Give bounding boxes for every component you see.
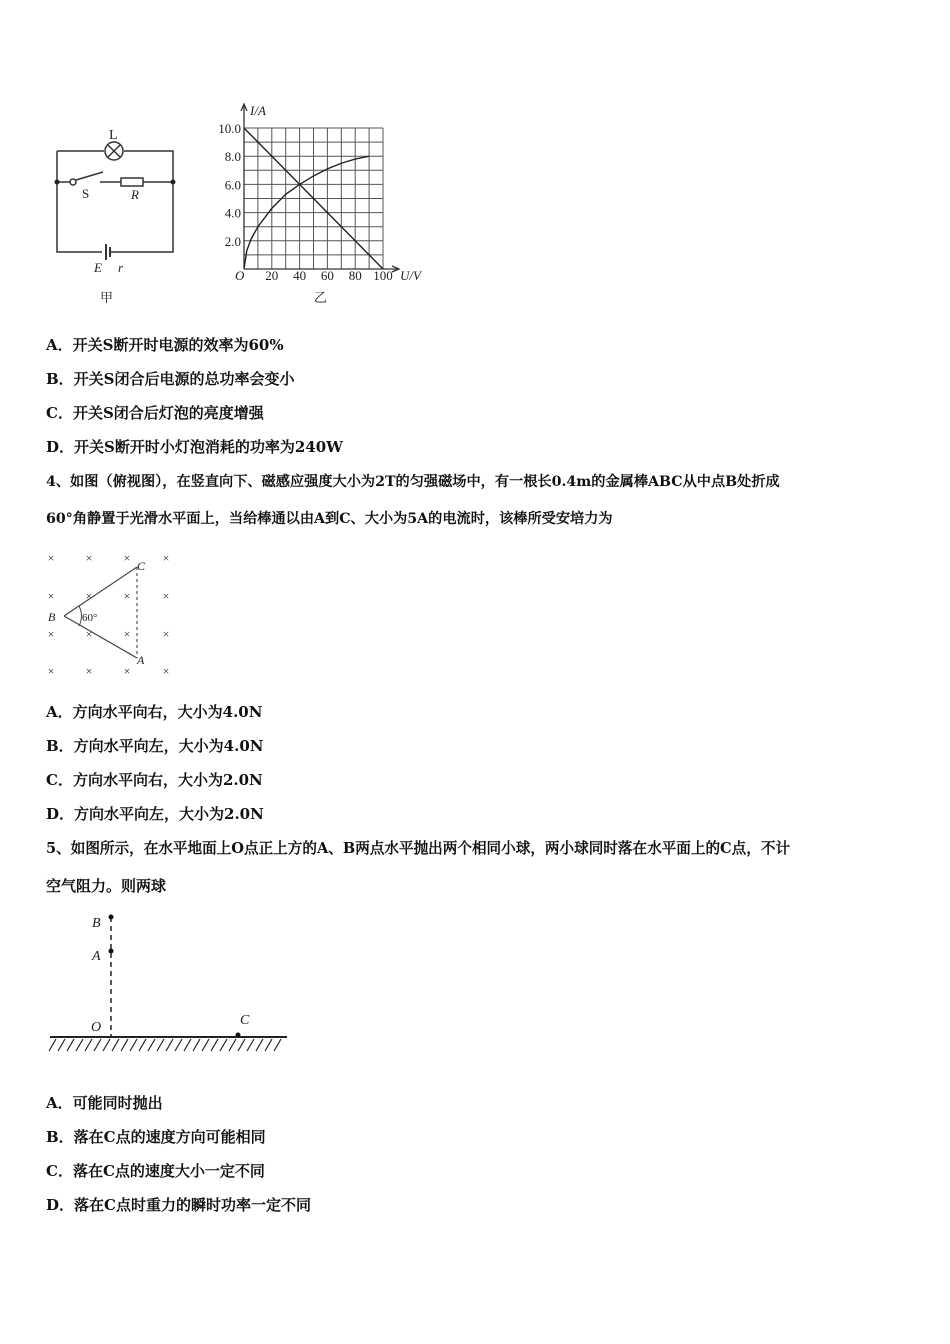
- y-axis-label: I/A: [250, 103, 266, 118]
- origin-label: O: [235, 268, 245, 283]
- magnetic-field-cross-icon: ×: [47, 589, 55, 603]
- q4-option-b[interactable]: B．方向水平向左，大小为4.0N: [46, 737, 264, 755]
- x-tick-label: 80: [348, 268, 362, 283]
- q3-option-b[interactable]: B．开关S闭合后电源的总功率会变小: [46, 370, 295, 388]
- ground-hatch: [202, 1039, 209, 1051]
- ground-hatch: [175, 1039, 182, 1051]
- resistor-label: R: [131, 187, 139, 202]
- ground-hatch: [157, 1039, 164, 1051]
- point-c-label: C: [137, 559, 146, 573]
- y-tick-label: 6.0: [224, 177, 241, 193]
- switch-label: S: [82, 186, 90, 201]
- magnetic-field-cross-icon: ×: [162, 551, 170, 565]
- ground-hatch: [148, 1039, 155, 1051]
- ground-hatch: [103, 1039, 110, 1051]
- y-tick-label: 10.0: [218, 121, 241, 136]
- ground-hatch: [139, 1039, 146, 1051]
- ground-hatch: [49, 1039, 56, 1051]
- y-axis: [241, 104, 247, 269]
- internal-resistance-label: r: [118, 260, 124, 275]
- magnetic-field-cross-icon: ×: [123, 664, 131, 678]
- y-tick-label: 4.0: [224, 205, 241, 221]
- point-b-label: B: [48, 610, 56, 624]
- x-tick-label: 20: [265, 268, 279, 283]
- magnetic-field-cross-icon: ×: [85, 627, 93, 641]
- q4-stem-line1: 4、如图（俯视图），在竖直向下、磁感应强度大小为2T的匀强磁场中，有一根长0.4m的金属棒ABC从中点B处折成: [46, 474, 780, 490]
- ground-hatch: [229, 1039, 236, 1051]
- magnetic-field-cross-icon: ×: [85, 551, 93, 565]
- q5-stem-line1: 5、如图所示，在水平地面上O点正上方的A、B两点水平抛出两个相同小球，两小球同时落在水平面上的C点，不计: [46, 840, 791, 857]
- q5-option-d[interactable]: D．落在C点时重力的瞬时功率一定不同: [46, 1196, 311, 1214]
- q4-option-c[interactable]: C．方向水平向右，大小为2.0N: [46, 771, 263, 789]
- angle-label: 60°: [82, 612, 98, 624]
- x-tick-label: 60: [320, 268, 334, 283]
- q3-option-a[interactable]: A．开关S断开时电源的效率为60%: [46, 336, 284, 354]
- x-tick-label: 100: [373, 268, 393, 283]
- ground-hatch: [58, 1039, 65, 1051]
- chart-caption: 乙: [314, 290, 328, 305]
- q5-option-c[interactable]: C．落在C点的速度大小一定不同: [46, 1162, 265, 1180]
- y-tick-label: 2.0: [224, 233, 241, 249]
- circuit-caption: 甲: [100, 290, 114, 305]
- ground-hatch: [274, 1039, 281, 1051]
- ground-hatch: [247, 1039, 254, 1051]
- magnetic-field-figure: [0, 540, 200, 685]
- q4-option-a[interactable]: A．方向水平向右，大小为4.0N: [46, 703, 263, 721]
- lamp-label: L: [109, 128, 118, 143]
- ground-hatch: [121, 1039, 128, 1051]
- magnetic-field-cross-icon: ×: [47, 551, 55, 565]
- q5-option-a[interactable]: A．可能同时抛出: [46, 1094, 163, 1112]
- magnetic-field-cross-icon: ×: [162, 589, 170, 603]
- magnetic-field-cross-icon: ×: [123, 589, 131, 603]
- magnetic-field-cross-icon: ×: [85, 589, 93, 603]
- magnetic-field-cross-icon: ×: [47, 627, 55, 641]
- ground-hatch: [256, 1039, 263, 1051]
- q5-stem-line2: 空气阻力。则两球: [46, 877, 167, 895]
- ground-hatch: [166, 1039, 173, 1051]
- ground-hatch: [238, 1039, 245, 1051]
- point-a-label: A: [137, 653, 145, 667]
- ground-hatch: [112, 1039, 119, 1051]
- magnetic-field-cross-icon: ×: [123, 551, 131, 565]
- y-tick-label: 8.0: [224, 149, 241, 165]
- ground-hatch: [67, 1039, 74, 1051]
- ground-hatch: [85, 1039, 92, 1051]
- point-a-label: A: [92, 949, 101, 964]
- ground-hatch: [220, 1039, 227, 1051]
- magnetic-field-cross-icon: ×: [162, 627, 170, 641]
- ground-hatch: [130, 1039, 137, 1051]
- point-c-label: C: [240, 1013, 250, 1028]
- ground-hatch: [76, 1039, 83, 1051]
- magnetic-field-cross-icon: ×: [47, 664, 55, 678]
- magnetic-field-cross-icon: ×: [85, 664, 93, 678]
- iu-chart: [0, 0, 950, 320]
- ground-hatch: [184, 1039, 191, 1051]
- emf-label: E: [94, 260, 102, 275]
- q4-stem-line2: 60°角静置于光滑水平面上，当给棒通以由A到C、大小为5A的电流时，该棒所受安培力为: [46, 511, 613, 527]
- x-axis-label: U/V: [400, 268, 421, 283]
- ground-hatch: [193, 1039, 200, 1051]
- q4-option-d[interactable]: D．方向水平向左，大小为2.0N: [46, 805, 264, 823]
- q3-option-c[interactable]: C．开关S闭合后灯泡的亮度增强: [46, 404, 264, 422]
- point-b-label: B: [92, 916, 101, 931]
- q5-option-b[interactable]: B．落在C点的速度方向可能相同: [46, 1128, 266, 1146]
- q3-option-d[interactable]: D．开关S断开时小灯泡消耗的功率为240W: [46, 438, 343, 456]
- ground-hatch: [211, 1039, 218, 1051]
- projectile-figure: [0, 900, 300, 1060]
- point-o-label: O: [91, 1020, 102, 1035]
- x-tick-label: 40: [293, 268, 307, 283]
- magnetic-field-cross-icon: ×: [162, 664, 170, 678]
- ground-hatch: [265, 1039, 272, 1051]
- ground-hatch: [94, 1039, 101, 1051]
- magnetic-field-cross-icon: ×: [123, 627, 131, 641]
